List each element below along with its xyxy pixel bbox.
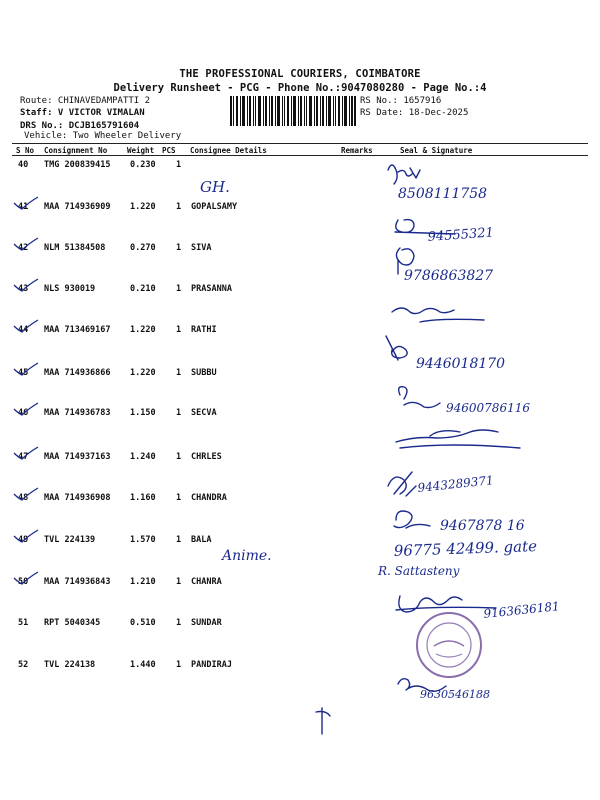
row-consignment-no: TMG 200839415 [44, 160, 111, 170]
row-consignment-no: MAA 714936909 [44, 202, 111, 212]
sig-41-phone: 94555321 [427, 225, 495, 245]
row-consignment-no: MAA 714936843 [44, 577, 111, 587]
signature-45 [399, 387, 440, 408]
row-consignee: PRASANNA [191, 284, 232, 294]
row-sno: 40 [18, 160, 29, 170]
note-40: GH. [200, 178, 230, 196]
row-pcs: 1 [176, 284, 182, 294]
row-consignee: PANDIRAJ [191, 660, 232, 670]
row-consignment-no: TVL 224139 [44, 535, 96, 545]
sig-52-phone: 9630546188 [420, 688, 490, 701]
signature-47 [388, 472, 416, 496]
signature-44 [386, 336, 407, 360]
row-consignee: CHANDRA [191, 493, 227, 503]
signature-46 [396, 430, 520, 448]
sig-42-phone: 9786863827 [404, 268, 494, 284]
row-pcs: 1 [176, 202, 182, 212]
row-consignee: SECVA [191, 408, 217, 418]
row-sno: 49 [18, 535, 29, 545]
row-consignment-no: MAA 713469167 [44, 325, 111, 335]
sig-45-phone: 94600786116 [446, 401, 530, 415]
row-consignee: SUNDAR [191, 618, 222, 628]
row-pcs: 1 [176, 368, 182, 378]
row-sno: 52 [18, 660, 29, 670]
row-consignee: CHRLES [191, 452, 222, 462]
staff-label: Staff: V VICTOR VIMALAN [20, 108, 145, 118]
row-weight: 1.220 [130, 325, 156, 335]
row-weight: 1.150 [130, 408, 156, 418]
row-pcs: 1 [176, 618, 182, 628]
row-sno: 45 [18, 368, 29, 378]
col-seal-signature: Seal & Signature [400, 146, 473, 155]
row-pcs: 1 [176, 493, 182, 503]
row-sno: 42 [18, 243, 29, 253]
row-weight: 0.270 [130, 243, 156, 253]
row-consignment-no: TVL 224138 [44, 660, 96, 670]
row-sno: 43 [18, 284, 29, 294]
row-consignment-no: RPT 5040345 [44, 618, 101, 628]
row-consignee: RATHI [191, 325, 217, 335]
col-consignee: Consignee Details [190, 146, 267, 155]
signature-48 [394, 511, 430, 528]
pen-mark [316, 708, 330, 734]
row-pcs: 1 [176, 535, 182, 545]
row-weight: 1.160 [130, 493, 156, 503]
drs-number: DRS No.: DCJB165791604 [20, 121, 140, 131]
row-weight: 1.210 [130, 577, 156, 587]
row-consignee: GOPALSAMY [191, 202, 238, 212]
sig-40-phone: 8508111758 [398, 186, 488, 202]
row-sno: 47 [18, 452, 29, 462]
row-consignee: SIVA [191, 243, 212, 253]
row-weight: 1.440 [130, 660, 156, 670]
row-pcs: 1 [176, 408, 182, 418]
company-seal-stamp [414, 610, 484, 680]
row-consignment-no: NLM 51384508 [44, 243, 106, 253]
row-weight: 1.220 [130, 202, 156, 212]
row-weight: 1.570 [130, 535, 156, 545]
rs-date: RS Date: 18-Dec-2025 [360, 108, 469, 118]
row-sno: 50 [18, 577, 29, 587]
row-sno: 46 [18, 408, 29, 418]
row-consignee: CHANRA [191, 577, 222, 587]
row-pcs: 1 [176, 660, 182, 670]
row-weight: 0.510 [130, 618, 156, 628]
note-49: Anime. [222, 548, 272, 564]
col-sno: S No [16, 146, 35, 155]
sig-49-phone: 96775 42499. gate [393, 537, 538, 560]
rs-number: RS No.: 1657916 [360, 96, 442, 106]
row-consignee: BALA [191, 535, 212, 545]
sig-47-phone: 9443289371 [416, 473, 495, 495]
row-pcs: 1 [176, 452, 182, 462]
sig-51-phone: 9163636181 [482, 599, 561, 621]
row-consignment-no: MAA 714937163 [44, 452, 111, 462]
row-consignee: SUBBU [191, 368, 217, 378]
row-sno: 51 [18, 618, 29, 628]
row-consignment-no: NLS 930019 [44, 284, 96, 294]
signature-40 [388, 165, 420, 184]
row-weight: 1.240 [130, 452, 156, 462]
sig-48-phone: 9467878 16 [440, 518, 525, 534]
row-pcs: 1 [176, 243, 182, 253]
company-title: THE PROFESSIONAL COURIERS, COIMBATORE [179, 68, 421, 80]
row-weight: 0.230 [130, 160, 156, 170]
route-label: Route: CHINAVEDAMPATTI 2 [20, 96, 151, 106]
row-consignment-no: MAA 714936866 [44, 368, 111, 378]
runsheet-subtitle: Delivery Runsheet - PCG - Phone No.:9047080280 - Page No.:4 [113, 82, 487, 94]
col-pcs: PCS [162, 146, 176, 155]
row-sno: 44 [18, 325, 29, 335]
col-consignment: Consignment No [44, 146, 108, 155]
row-weight: 1.220 [130, 368, 156, 378]
row-pcs: 1 [176, 325, 182, 335]
sig-44-phone: 9446018170 [416, 356, 506, 372]
signature-43 [392, 308, 484, 322]
row-sno: 41 [18, 202, 29, 212]
row-consignment-no: MAA 714936783 [44, 408, 111, 418]
row-pcs: 1 [176, 577, 182, 587]
col-remarks: Remarks [341, 146, 373, 155]
row-weight: 0.210 [130, 284, 156, 294]
row-sno: 48 [18, 493, 29, 503]
row-pcs: 1 [176, 160, 182, 170]
col-weight: Weight [127, 146, 155, 155]
row-consignment-no: MAA 714936908 [44, 493, 111, 503]
sig-50-name: R. Sattasteny [378, 564, 460, 578]
vehicle-label: Vehicle: Two Wheeler Delivery [24, 131, 182, 141]
